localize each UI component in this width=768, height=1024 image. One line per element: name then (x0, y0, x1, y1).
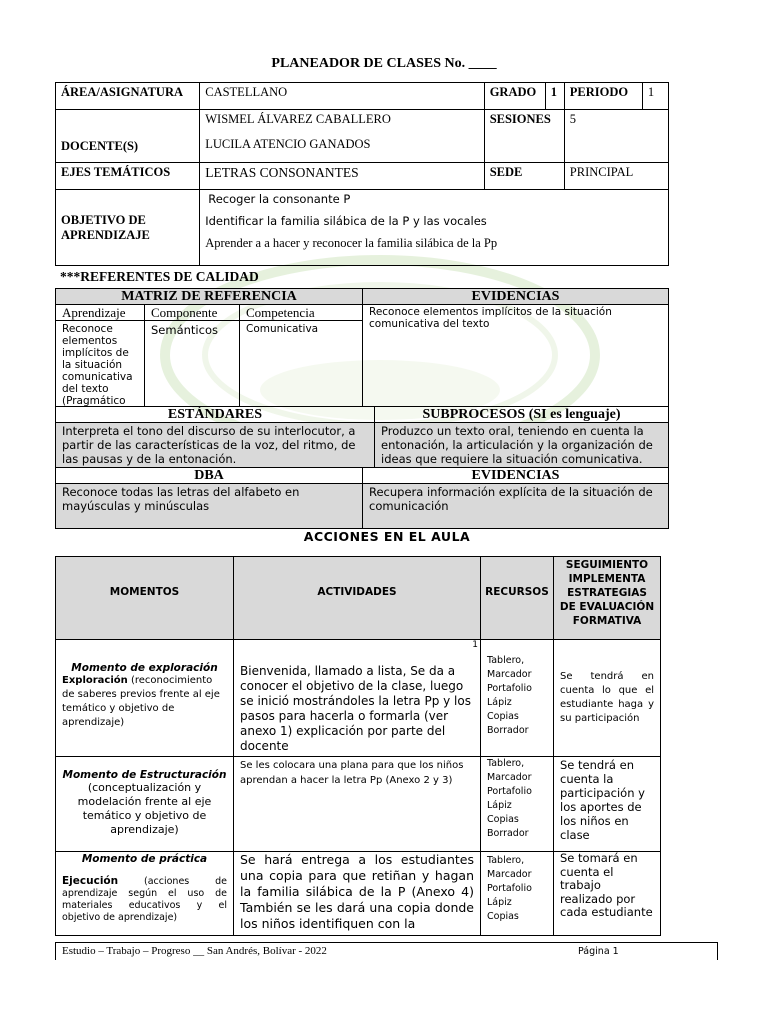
docente-label: DOCENTE(S) (56, 110, 200, 163)
row-2-momento-text: (conceptualización y modelación frente al eje temático y objetivo de aprendizaje) (77, 781, 212, 836)
recurso-item: Borrador (487, 725, 529, 736)
row-1-actividad: Bienvenida, llamado a lista, Se da a conocer el objetivo de la clase, luego se inició mostrándoles la letra Pp y los pasos para hacerla o formarla (ver anexo 1) explicación por parte del docente (240, 664, 471, 753)
row-3-actividad-cell (233, 851, 481, 936)
area-label: ÁREA/ASIGNATURA (56, 83, 200, 110)
header-seguimiento-label: SEGUIMIENTO IMPLEMENTA ESTRATEGIAS DE EVALUACIÓN FORMATIVA (559, 559, 655, 627)
competencia-value: Comunicativa (239, 320, 363, 407)
recurso-item: Tablero, (487, 655, 525, 666)
componente-value: Semánticos (144, 320, 240, 407)
sede-value: PRINCIPAL (564, 163, 668, 190)
ejes-label: EJES TEMÁTICOS (56, 163, 200, 190)
recurso-item: Portafolio (487, 883, 532, 894)
dba-evidencias-title: EVIDENCIAS (362, 467, 669, 484)
row-3-momento-desc (62, 875, 227, 924)
objetivo-label: OBJETIVO DE APRENDIZAJE (56, 190, 200, 266)
row-1-momento-text: (reconocimiento de saberes previos frente al eje temático y objetivo de aprendizaje) (62, 675, 220, 728)
row-3-momento-bold: Ejecución (62, 875, 119, 887)
page-title: PLANEADOR DE CLASES No. ____ (271, 56, 497, 71)
row-2-recursos (480, 756, 554, 852)
recurso-item: Marcador (487, 869, 532, 880)
row-3-seguimiento-cell (553, 851, 661, 936)
page-footer (55, 942, 718, 960)
row-1-momento-bold: Exploración (62, 675, 128, 686)
estandares-title: ESTÁNDARES (55, 406, 375, 423)
sesiones-value: 5 (564, 110, 668, 163)
row-1-seguimiento-cell (553, 639, 661, 757)
matriz-title: MATRIZ DE REFERENCIA (55, 288, 363, 305)
footer-motto: Estudio – Trabajo – Progreso __ San Andrés, Bolívar - 2022 (62, 945, 327, 957)
matriz-evidencias-value: Reconoce elementos implícitos de la situación comunicativa del texto (362, 304, 669, 407)
docente-2: LUCILA ATENCIO GANADOS (205, 137, 371, 151)
recurso-item: Copias (487, 711, 519, 722)
acciones-title: ACCIONES EN EL AULA (303, 529, 471, 544)
recurso-item: Portafolio (487, 786, 532, 797)
subprocesos-value: Produzco un texto oral, teniendo en cuenta la entonación, la articulación y la organización de ideas que requiere la situación comunicativa. (374, 422, 669, 468)
row-3-actividad: Se hará entrega a los estudiantes una copia para que retiñan y hagan la familia silábica de la P (Anexo 4) También se les dará una copia donde los niños identifiquen con la (240, 852, 474, 931)
matriz-evidencias-title: EVIDENCIAS (362, 288, 669, 305)
row-2-seguimiento: Se tendrá en cuenta la participación y los aportes de los niños en clase (560, 758, 645, 842)
dba-title: DBA (55, 467, 363, 484)
row-1-superscript: 1 (472, 640, 478, 650)
objetivo-value (200, 190, 669, 266)
referentes-heading: ***REFERENTES DE CALIDAD (60, 269, 259, 284)
row-2-momento (55, 756, 234, 852)
row-3-seguimiento: Se tomará en cuenta el trabajo realizado por cada estudiante (560, 851, 653, 919)
objetivo-3: Aprender a a hacer y reconocer la familia silábica de la Pp (205, 236, 498, 250)
competencia-label: Competencia (239, 304, 363, 321)
recurso-item: Copias (487, 814, 519, 825)
row-1-seguimiento: Se tendrá en cuenta lo que el estudiante haga y su participación (560, 671, 654, 724)
row-2-actividad: Se les colocara una plana para que los niños aprendan a hacer la letra Pp (Anexo 2 y 3) (240, 760, 464, 786)
recurso-item: Portafolio (487, 683, 532, 694)
dba-evidencias-value: Recupera información explícita de la situación de comunicación (362, 483, 669, 529)
info-table (55, 82, 669, 266)
dba-value: Reconoce todas las letras del alfabeto en mayúsculas y minúsculas (55, 483, 363, 529)
recurso-item: Borrador (487, 828, 529, 839)
recurso-item: Lápiz (487, 897, 512, 908)
row-2-momento-title: Momento de Estructuración (62, 769, 227, 781)
objetivo-1: Recoger la consonante P (208, 192, 351, 206)
docente-value (200, 110, 484, 163)
estandares-value: Interpreta el tono del discurso de su interlocutor, a partir de las características de la voz, del ritmo, de las pausas y de la entonación. (55, 422, 375, 468)
aprendizaje-label: Aprendizaje (55, 304, 145, 321)
recurso-item: Marcador (487, 772, 532, 783)
row-1-actividad-cell (233, 639, 481, 757)
row-2-seguimiento-cell (553, 756, 661, 852)
header-actividades-label: ACTIVIDADES (317, 586, 397, 598)
recurso-item: Lápiz (487, 697, 512, 708)
header-actividades (233, 556, 481, 640)
row-1-recursos (480, 639, 554, 757)
recurso-item: Copias (487, 911, 519, 922)
header-seguimiento (553, 556, 661, 640)
grado-label: GRADO (484, 83, 545, 110)
grado-value: 1 (545, 83, 564, 110)
row-1-momento (55, 639, 234, 757)
row-3-momento-text: (acciones de aprendizaje según el uso de materiales educativos y el objetivo de aprendizaje) (62, 876, 227, 923)
header-momentos-label: MOMENTOS (109, 586, 180, 598)
periodo-value: 1 (642, 83, 668, 110)
docente-1: WISMEL ÁLVAREZ CABALLERO (205, 112, 391, 126)
sede-label: SEDE (484, 163, 564, 190)
header-recursos (480, 556, 554, 640)
recurso-item: Tablero, (487, 758, 525, 769)
row-2-actividad-cell (233, 756, 481, 852)
subprocesos-title: SUBPROCESOS (SI es lenguaje) (374, 406, 669, 423)
recurso-item: Marcador (487, 669, 532, 680)
ejes-value: LETRAS CONSONANTES (200, 163, 484, 190)
row-1-momento-title: Momento de exploración (71, 662, 218, 674)
periodo-label: PERIODO (564, 83, 642, 110)
sesiones-label: SESIONES (484, 110, 564, 163)
recurso-item: Tablero, (487, 855, 525, 866)
objetivo-2: Identificar la familia silábica de la P y las vocales (205, 214, 487, 228)
row-3-momento (55, 851, 234, 936)
area-value: CASTELLANO (200, 83, 484, 110)
footer-page-number: Página 1 (578, 946, 619, 957)
recurso-item: Lápiz (487, 800, 512, 811)
row-1-momento-desc (62, 674, 227, 730)
row-3-momento-title: Momento de práctica (81, 853, 208, 865)
header-recursos-label: RECURSOS (485, 586, 549, 598)
componente-label: Componente (144, 304, 240, 321)
header-momentos (55, 556, 234, 640)
aprendizaje-value: Reconoce elementos implícitos de la situación comunicativa del texto (Pragmático (55, 320, 145, 407)
row-3-recursos (480, 851, 554, 936)
